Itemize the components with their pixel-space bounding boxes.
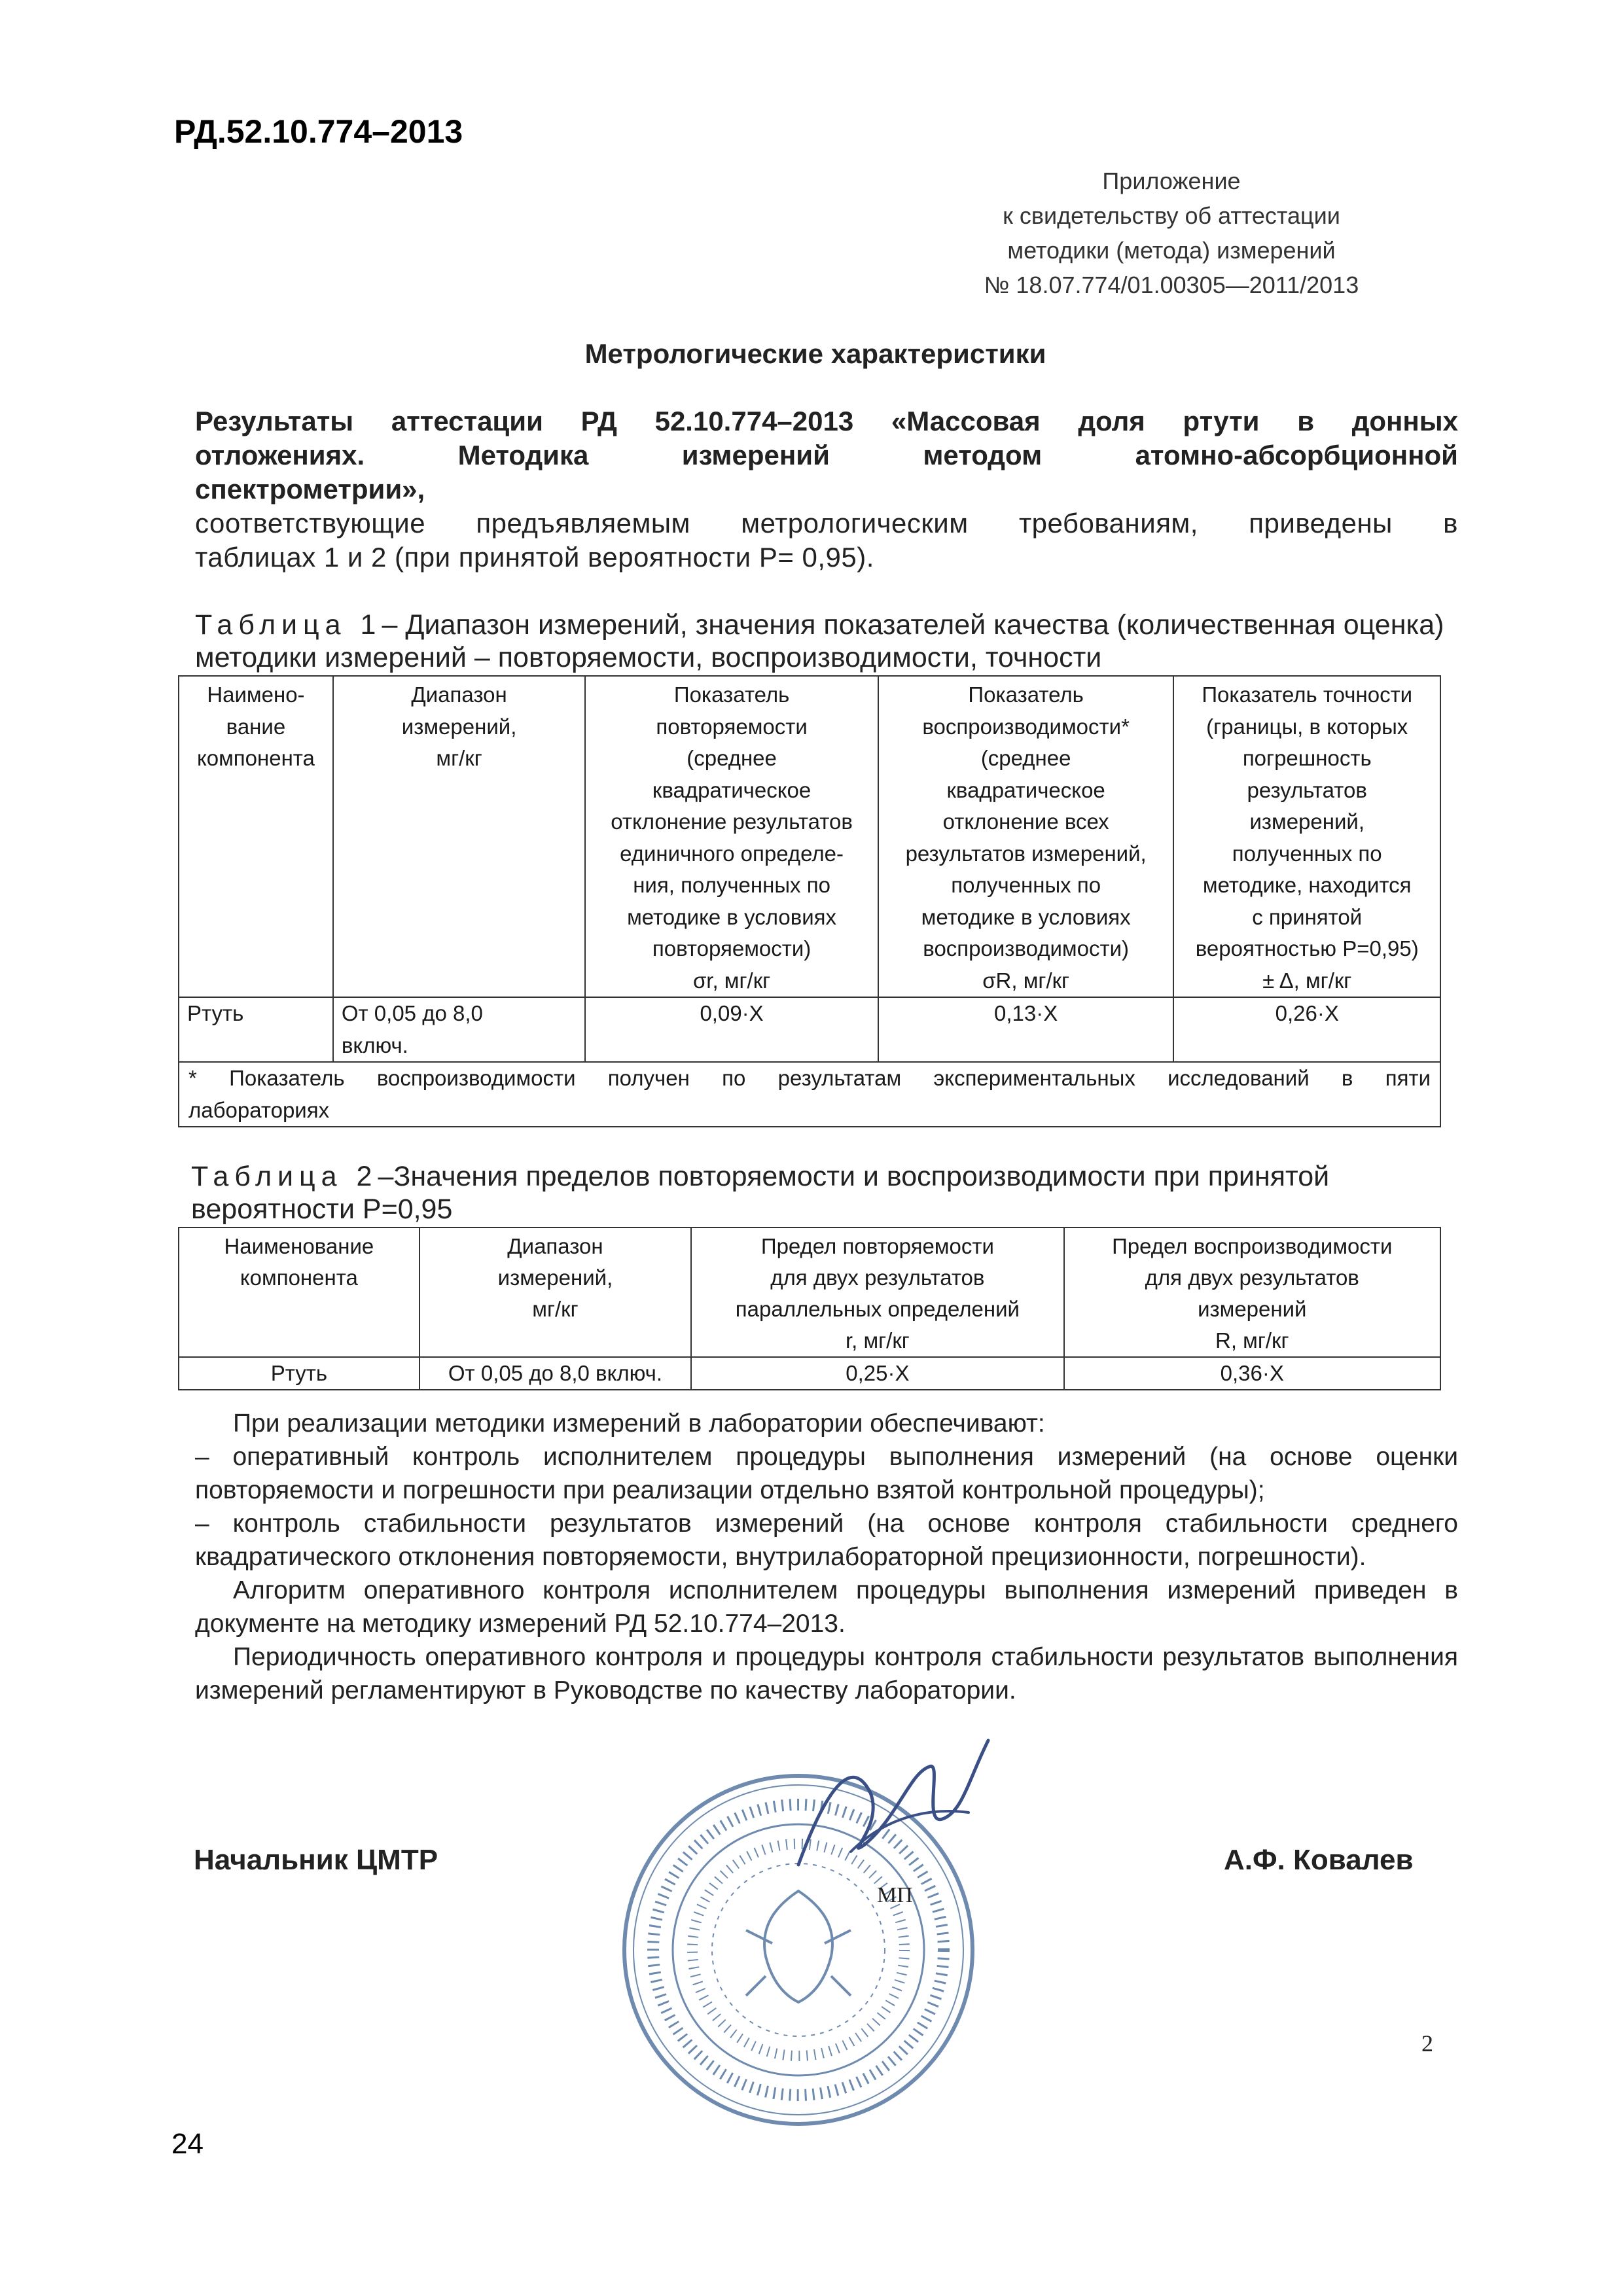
footnote-line: лабораториях — [188, 1097, 330, 1122]
appendix-line: методики (метода) измерений — [1007, 237, 1336, 264]
intro-bold-line: спектрометрии», — [195, 474, 425, 504]
table2-caption-text: –Значения пределов повторяемости и воспроизводимости при принятой вероятности Р=0,95 — [191, 1161, 1330, 1225]
table1-header-row — [179, 676, 1440, 997]
intro-paragraph — [195, 404, 1458, 574]
table1-cell-accuracy: 0,26·Х — [1173, 997, 1440, 1062]
intro-bold-line: отложениях. Методика измерений методом атомно-абсорбционной — [195, 440, 1458, 470]
appendix-line: к свидетельству об аттестации — [1003, 202, 1340, 229]
table1-caption-label: Таблица 1 — [195, 609, 382, 641]
table1-footnote — [179, 1062, 1440, 1127]
document-id: РД.52.10.774–2013 — [174, 113, 463, 150]
table2-cell-repeatability-limit: 0,25·Х — [691, 1357, 1063, 1390]
body-paragraph: – контроль стабильности результатов измерений (на основе контроля стабильности среднего квадратического отклонения повторяемости, внутрилабораторной прецизионности, погрешности). — [195, 1510, 1458, 1571]
appendix-line: Приложение — [1102, 168, 1241, 194]
body-paragraph: Алгоритм оперативного контроля исполнителем процедуры выполнения измерений приведен в документе на методику измерений РД 52.10.774–2013. — [195, 1576, 1458, 1638]
body-paragraph: При реализации методики измерений в лаборатории обеспечивают: — [233, 1409, 1045, 1438]
table1-header-cell: Показатель точности (границы, в которых погрешность результатов измерений, полученных по методике, находится с принятой вероятностью Р=0,95) ± Δ, мг/кг — [1173, 676, 1440, 997]
page-number: 24 — [171, 2128, 204, 2160]
table1-footnote-row — [179, 1062, 1440, 1127]
signatory-position: Начальник ЦМТР — [194, 1844, 438, 1876]
section-heading: Метрологические характеристики — [584, 338, 1046, 369]
body-paragraph: – оперативный контроль исполнителем процедуры выполнения измерений (на основе оценки повторяемости и погрешности при реализации отдельно взятой контрольной процедуры); — [195, 1443, 1458, 1504]
table1-header-cell: Показатель воспроизводимости* (среднее квадратическое отклонение всех результатов измерений, полученных по методике в условиях воспроизводимости) σR, мг/кг — [878, 676, 1174, 997]
table2-cell-reproducibility-limit: 0,36·Х — [1064, 1357, 1440, 1390]
intro-plain-line: таблицах 1 и 2 (при принятой вероятности Р= 0,95). — [195, 542, 874, 573]
table2-header-cell: Предел повторяемости для двух результатов параллельных определений r, мг/кг — [691, 1227, 1063, 1357]
appendix-block — [916, 164, 1427, 302]
table1-header-cell: Наимено- вание компонента — [179, 676, 333, 997]
footnote-line: * Показатель воспроизводимости получен по результатам экспериментальных исследований в пяти — [188, 1066, 1431, 1090]
table1-data-row — [179, 997, 1440, 1062]
table2-data-row — [179, 1357, 1440, 1390]
intro-plain-line: соответствующие предъявляемым метрологическим требованиям, приведены в — [195, 508, 1458, 539]
table1-cell-range: От 0,05 до 8,0 включ. — [333, 997, 585, 1062]
table2-header-cell: Диапазон измерений, мг/кг — [419, 1227, 692, 1357]
stamp-place-label: МП — [877, 1883, 913, 1907]
appendix-line: № 18.07.774/01.00305—2011/2013 — [984, 272, 1359, 298]
table2-header-cell: Предел воспроизводимости для двух результатов измерений R, мг/кг — [1064, 1227, 1440, 1357]
table2-header-row — [179, 1227, 1440, 1357]
table2-cell-component: Ртуть — [179, 1357, 419, 1390]
table2-caption — [191, 1160, 1454, 1226]
table2 — [178, 1227, 1441, 1390]
table1-cell-reproducibility: 0,13·Х — [878, 997, 1174, 1062]
table1-cell-component: Ртуть — [179, 997, 333, 1062]
table1-header-cell: Диапазон измерений, мг/кг — [333, 676, 585, 997]
inner-page-number: 2 — [1421, 2030, 1433, 2057]
signature-scribble — [772, 1714, 1008, 1911]
table2-header-cell: Наименование компонента — [179, 1227, 419, 1357]
body-paragraph: Периодичность оперативного контроля и процедуры контроля стабильности результатов выполнения измерений регламентируют в Руководстве по качеству лаборатории. — [195, 1643, 1458, 1704]
table2-cell-range: От 0,05 до 8,0 включ. — [419, 1357, 692, 1390]
table1 — [178, 675, 1441, 1127]
intro-bold-line: Результаты аттестации РД 52.10.774–2013 «Массовая доля ртути в донных — [195, 406, 1458, 436]
table1-cell-repeatability: 0,09·Х — [585, 997, 878, 1062]
table1-caption — [195, 609, 1458, 674]
table1-header-cell: Показатель повторяемости (среднее квадратическое отклонение результатов единичного определе- ния, полученных по методике в условиях повторяемости) σr, мг/кг — [585, 676, 878, 997]
signatory-name: А.Ф. Ковалев — [1224, 1844, 1414, 1876]
table1-caption-text: – Диапазон измерений, значения показателей качества (количественная оценка) методики измерений – повторяемости, воспроизводимости, точности — [195, 609, 1444, 673]
table2-caption-label: Таблица 2 — [191, 1161, 378, 1192]
body-text — [195, 1407, 1458, 1707]
